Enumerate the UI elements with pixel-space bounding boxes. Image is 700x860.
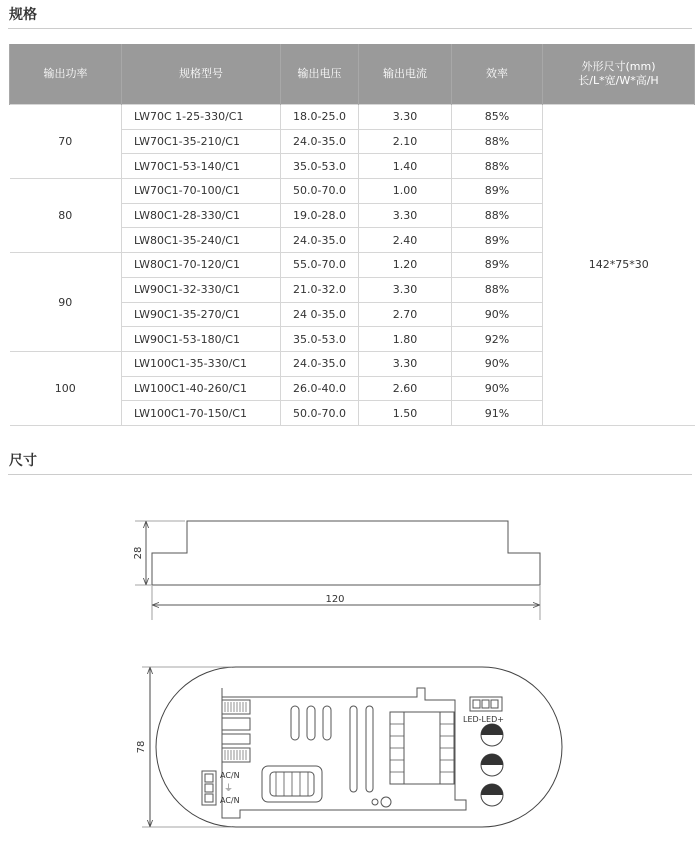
- current-cell: 2.60: [359, 376, 452, 401]
- fin-5: [366, 706, 373, 792]
- model-cell: LW70C1-53-140/C1: [122, 154, 281, 179]
- current-cell: 3.30: [359, 105, 452, 130]
- current-cell: 2.10: [359, 129, 452, 154]
- voltage-cell: 24.0-35.0: [281, 228, 359, 253]
- header-efficiency: 效率: [452, 44, 543, 105]
- model-cell: LW80C1-70-120/C1: [122, 253, 281, 278]
- model-cell: LW70C1-35-210/C1: [122, 129, 281, 154]
- led-connector: [470, 697, 502, 711]
- transformer: [390, 712, 454, 784]
- current-cell: 1.20: [359, 253, 452, 278]
- acn-top-label: AC/N: [220, 771, 240, 780]
- current-cell: 2.40: [359, 228, 452, 253]
- voltage-cell: 55.0-70.0: [281, 253, 359, 278]
- power-cell: 100: [10, 351, 122, 425]
- model-cell: LW80C1-28-330/C1: [122, 203, 281, 228]
- voltage-cell: 50.0-70.0: [281, 179, 359, 204]
- efficiency-cell: 88%: [452, 277, 543, 302]
- fin-2: [307, 706, 315, 740]
- inductor: [262, 766, 322, 802]
- fin-3: [323, 706, 331, 740]
- voltage-cell: 18.0-25.0: [281, 105, 359, 130]
- small-capacitor: [381, 797, 391, 807]
- voltage-cell: 21.0-32.0: [281, 277, 359, 302]
- model-cell: LW100C1-70-150/C1: [122, 401, 281, 426]
- side-view: [135, 521, 540, 620]
- efficiency-cell: 89%: [452, 228, 543, 253]
- voltage-cell: 26.0-40.0: [281, 376, 359, 401]
- size-cell: 142*75*30: [543, 105, 695, 426]
- specs-section-title: 规格: [9, 7, 37, 23]
- efficiency-cell: 88%: [452, 154, 543, 179]
- ground-symbol: ⏚: [224, 784, 234, 794]
- top-view: [142, 667, 562, 827]
- model-cell: LW70C 1-25-330/C1: [122, 105, 281, 130]
- power-cell: 70: [10, 105, 122, 179]
- efficiency-cell: 90%: [452, 376, 543, 401]
- voltage-cell: 24 0-35.0: [281, 302, 359, 327]
- acn-bottom-label: AC/N: [220, 796, 240, 805]
- power-cell: 90: [10, 253, 122, 352]
- fin-1: [291, 706, 299, 740]
- length-label: 120: [325, 594, 345, 605]
- ac-terminal: [202, 771, 216, 805]
- component-plain-2: [222, 734, 250, 744]
- voltage-cell: 24.0-35.0: [281, 129, 359, 154]
- power-cell: 80: [10, 179, 122, 253]
- voltage-cell: 35.0-53.0: [281, 327, 359, 352]
- model-cell: LW100C1-40-260/C1: [122, 376, 281, 401]
- model-cell: LW70C1-70-100/C1: [122, 179, 281, 204]
- model-cell: LW80C1-35-240/C1: [122, 228, 281, 253]
- current-cell: 3.30: [359, 351, 452, 376]
- current-cell: 1.80: [359, 327, 452, 352]
- dims-section-title: 尺寸: [9, 453, 37, 469]
- knob-1: [481, 724, 503, 746]
- voltage-cell: 19.0-28.0: [281, 203, 359, 228]
- height-label: 28: [133, 546, 144, 560]
- model-cell: LW90C1-32-330/C1: [122, 277, 281, 302]
- current-cell: 3.30: [359, 203, 452, 228]
- efficiency-cell: 92%: [452, 327, 543, 352]
- fin-4: [350, 706, 357, 792]
- voltage-cell: 35.0-53.0: [281, 154, 359, 179]
- width-label: 78: [136, 740, 147, 754]
- header-size-line2: 长/L*宽/W*高/H: [578, 74, 659, 87]
- header-size-line1: 外形尺寸(mm): [581, 60, 656, 73]
- model-cell: LW90C1-35-270/C1: [122, 302, 281, 327]
- efficiency-cell: 88%: [452, 129, 543, 154]
- efficiency-cell: 85%: [452, 105, 543, 130]
- current-cell: 1.40: [359, 154, 452, 179]
- pcb-outline: [222, 688, 466, 818]
- header-current: 输出电流: [359, 44, 452, 105]
- stripes-bottom: [225, 750, 246, 760]
- stripes-top: [225, 702, 246, 712]
- component-plain-1: [222, 718, 250, 730]
- current-cell: 1.50: [359, 401, 452, 426]
- knob-3: [481, 784, 503, 806]
- voltage-cell: 50.0-70.0: [281, 401, 359, 426]
- header-model: 规格型号: [122, 44, 281, 105]
- header-voltage: 输出电压: [281, 44, 359, 105]
- efficiency-cell: 90%: [452, 302, 543, 327]
- efficiency-cell: 90%: [452, 351, 543, 376]
- voltage-cell: 24.0-35.0: [281, 351, 359, 376]
- efficiency-cell: 88%: [452, 203, 543, 228]
- current-cell: 2.70: [359, 302, 452, 327]
- efficiency-cell: 89%: [452, 179, 543, 204]
- knob-2: [481, 754, 503, 776]
- model-cell: LW90C1-53-180/C1: [122, 327, 281, 352]
- efficiency-cell: 91%: [452, 401, 543, 426]
- small-indicator: [372, 799, 378, 805]
- side-view-outline: [152, 521, 540, 585]
- led-label: LED-LED+: [463, 715, 504, 724]
- current-cell: 1.00: [359, 179, 452, 204]
- efficiency-cell: 89%: [452, 253, 543, 278]
- model-cell: LW100C1-35-330/C1: [122, 351, 281, 376]
- header-power: 输出功率: [10, 44, 122, 105]
- housing-outline: [156, 667, 562, 827]
- current-cell: 3.30: [359, 277, 452, 302]
